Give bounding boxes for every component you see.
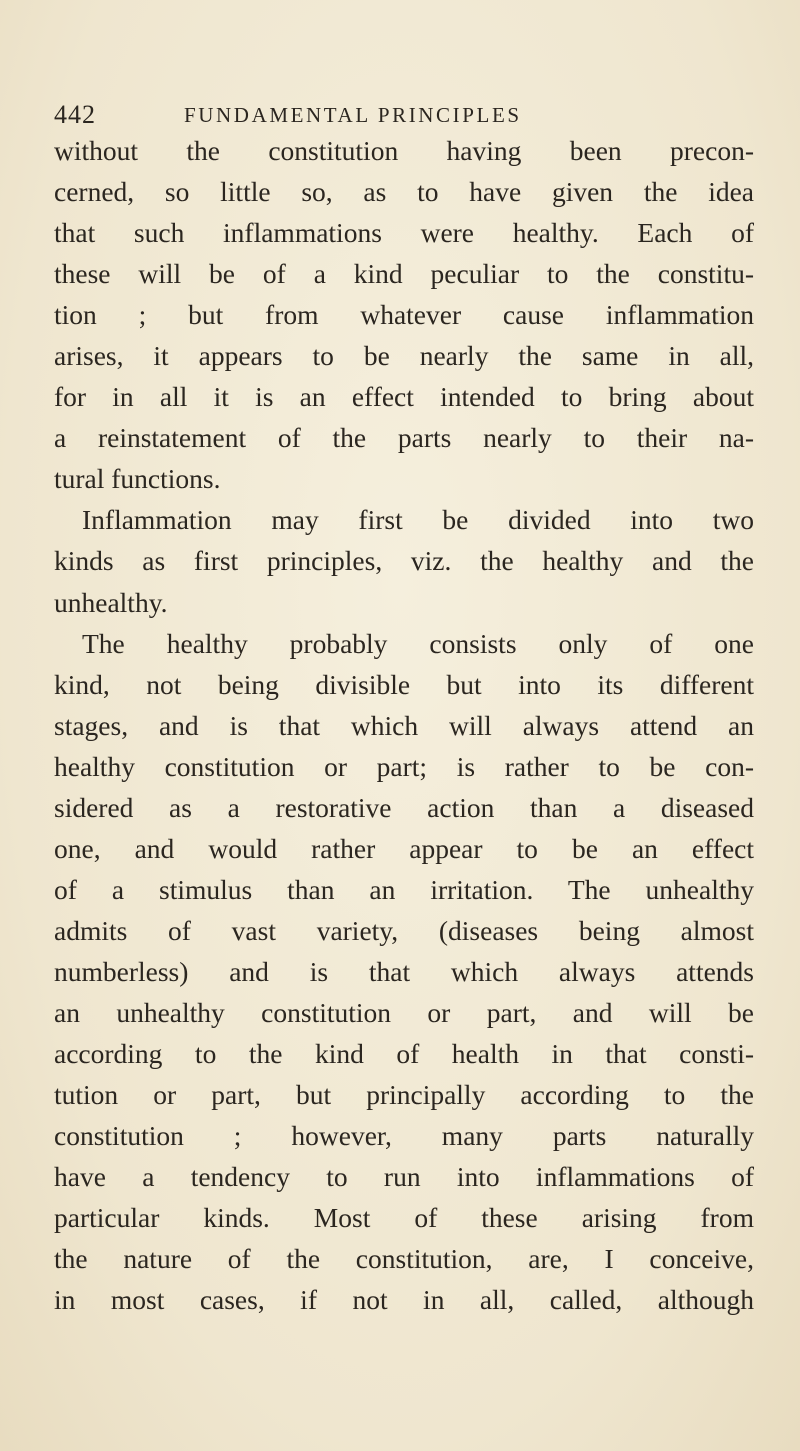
text-line: tural functions. bbox=[54, 463, 221, 495]
text-line: unhealthy. bbox=[54, 586, 168, 618]
text-line: kinds as first principles, viz. the healthy and the bbox=[54, 545, 754, 577]
body-text bbox=[54, 130, 754, 1320]
text-line: a reinstatement of the parts nearly to their na- bbox=[54, 422, 754, 454]
text-line: constitution ; however, many parts naturally bbox=[54, 1120, 754, 1152]
text-line: for in all it is an effect intended to bring about bbox=[54, 381, 754, 413]
text-line: of a stimulus than an irritation. The unhealthy bbox=[54, 873, 754, 905]
text-line: tion ; but from whatever cause inflammation bbox=[54, 299, 754, 331]
text-line: The healthy probably consists only of one bbox=[82, 627, 754, 659]
text-line: admits of vast variety, (diseases being almost bbox=[54, 914, 754, 946]
text-line: stages, and is that which will always attend an bbox=[54, 709, 754, 741]
text-line: one, and would rather appear to be an effect bbox=[54, 832, 754, 864]
text-line: Inflammation may first be divided into two bbox=[82, 504, 754, 536]
text-line: in most cases, if not in all, called, although bbox=[54, 1284, 754, 1316]
text-line: numberless) and is that which always attends bbox=[54, 955, 754, 987]
text-line: healthy constitution or part; is rather to be con- bbox=[54, 750, 754, 782]
text-line: cerned, so little so, as to have given the idea bbox=[54, 176, 754, 208]
text-line: without the constitution having been precon- bbox=[54, 135, 754, 166]
text-line: an unhealthy constitution or part, and will be bbox=[54, 996, 754, 1028]
text-line: these will be of a kind peculiar to the constitu- bbox=[54, 258, 754, 290]
text-line: that such inflammations were healthy. Each of bbox=[54, 217, 754, 249]
text-line: tution or part, but principally according to the bbox=[54, 1079, 754, 1111]
text-line: arises, it appears to be nearly the same in all, bbox=[54, 340, 754, 372]
text-line: have a tendency to run into inflammations of bbox=[54, 1161, 754, 1193]
text-line: kind, not being divisible but into its different bbox=[54, 668, 754, 700]
text-line: sidered as a restorative action than a diseased bbox=[54, 791, 754, 823]
text-line: the nature of the constitution, are, I conceive, bbox=[54, 1243, 754, 1275]
text-line: particular kinds. Most of these arising from bbox=[54, 1202, 754, 1234]
text-line: according to the kind of health in that consti- bbox=[54, 1038, 754, 1070]
page-number: 442 bbox=[54, 100, 96, 129]
running-head: FUNDAMENTAL PRINCIPLES bbox=[184, 103, 522, 127]
